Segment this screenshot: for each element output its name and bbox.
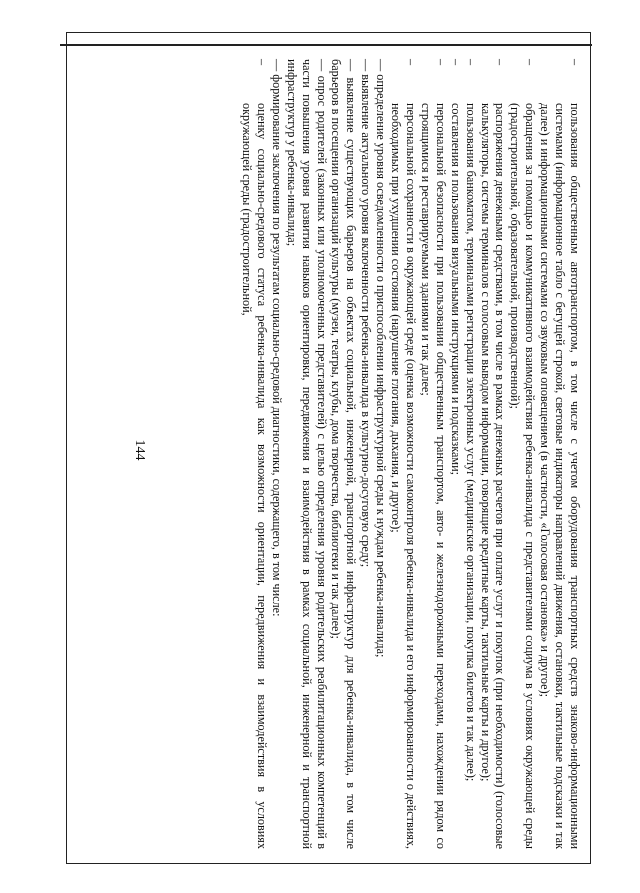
list-marker: – xyxy=(433,59,448,66)
list-item-text: персональной безопасности при пользовании общественным транспортом, авто- и железнодорожными переходами, нахождении рядом со строящимися и реставрируемыми зданиями и так далее; xyxy=(418,103,448,849)
list-item-text: распоряжения денежными средствами, в том числе в рамках денежных расчетов при оплате услуг и покупок (при необходимости) (голосовые калькуляторы, системы терминалов с голосовым выводом информации, говорящие кредитные карты, тактильные карты и другое); xyxy=(478,103,508,849)
list-item-text: пользования банкоматом, терминалами регистрации электронных услуг (медицинские организации, покупка билетов и так далее); xyxy=(463,103,478,782)
list-item-text: обращения за помощью и коммуникативного взаимодействия ребенка-инвалида с представителями социума в условиях окружающей среды (градостроительной, образовательной, производственной); xyxy=(508,103,538,849)
list-item-text: — выявление актуального уровня включенности ребенка-инвалида в культурно-досуговую среду; xyxy=(359,59,374,568)
list-item-text: пользования общественным автотранспортом, в том числе с учетом оборудования транспортных средств знаково-информационными системами (информационное табло с бегущей строкой, световые индикаторы направлений движения, остановки, тактильные подсказки и так далее) и информационными системами со звуковым оповещением (в частности, «Голосовая остановка» и другое); xyxy=(538,103,582,849)
list-marker: – xyxy=(404,59,419,66)
page-number: 144 xyxy=(132,439,147,461)
list-marker: – xyxy=(463,59,478,66)
list-marker: – xyxy=(523,59,538,66)
list-marker: – xyxy=(568,59,582,66)
list-item-text: — опрос родителей (законных или уполномоченных представителей) с целью определения уровня родительских реабилитационных компетенций в части повышения уровня развития навыков ориентировки, передвижения и взаимодействия в рамках социальной, инженерной и транспортной инфраструктур у ребенка-инвалида; xyxy=(284,59,329,849)
list-item-text: персональной сохранности в окружающей среде (оценка возможности самоконтроля ребенка-инвалида и его информированности о действиях, необходимых при ухудшении состояния (нарушение глотания, дыхания, и другое); xyxy=(389,103,419,849)
list-item-text: составления и пользования визуальными инструкциями и подсказками; xyxy=(448,103,463,475)
list-marker: – xyxy=(254,59,269,66)
list-item-text: оценку социально-средового статуса ребенка-инвалида как возможности ориентации, передвижения и взаимодействия в условиях окружающей среды (градостроительной, xyxy=(240,103,269,849)
list-item-text: — определение уровня осведомленности о приспособлении инфраструктурной среды к нуждам ребенка-инвалида; xyxy=(374,59,389,658)
list-item-text: — выявление существующих барьеров на объектах социальной, инженерной, транспортной инфраструктур для ребенка-инвалида, в том числе барьеров в посещении организаций культуры (музеи, театры, клубы, дома творчества, библиотеки и так далее); xyxy=(329,59,359,849)
list-marker: – xyxy=(448,59,463,66)
list-marker: – xyxy=(493,59,508,66)
table-frame xyxy=(66,32,591,864)
list-item-text: — формирование заключения по результатам социально-средовой диагностики, содержащего, в том числе: xyxy=(269,59,284,617)
